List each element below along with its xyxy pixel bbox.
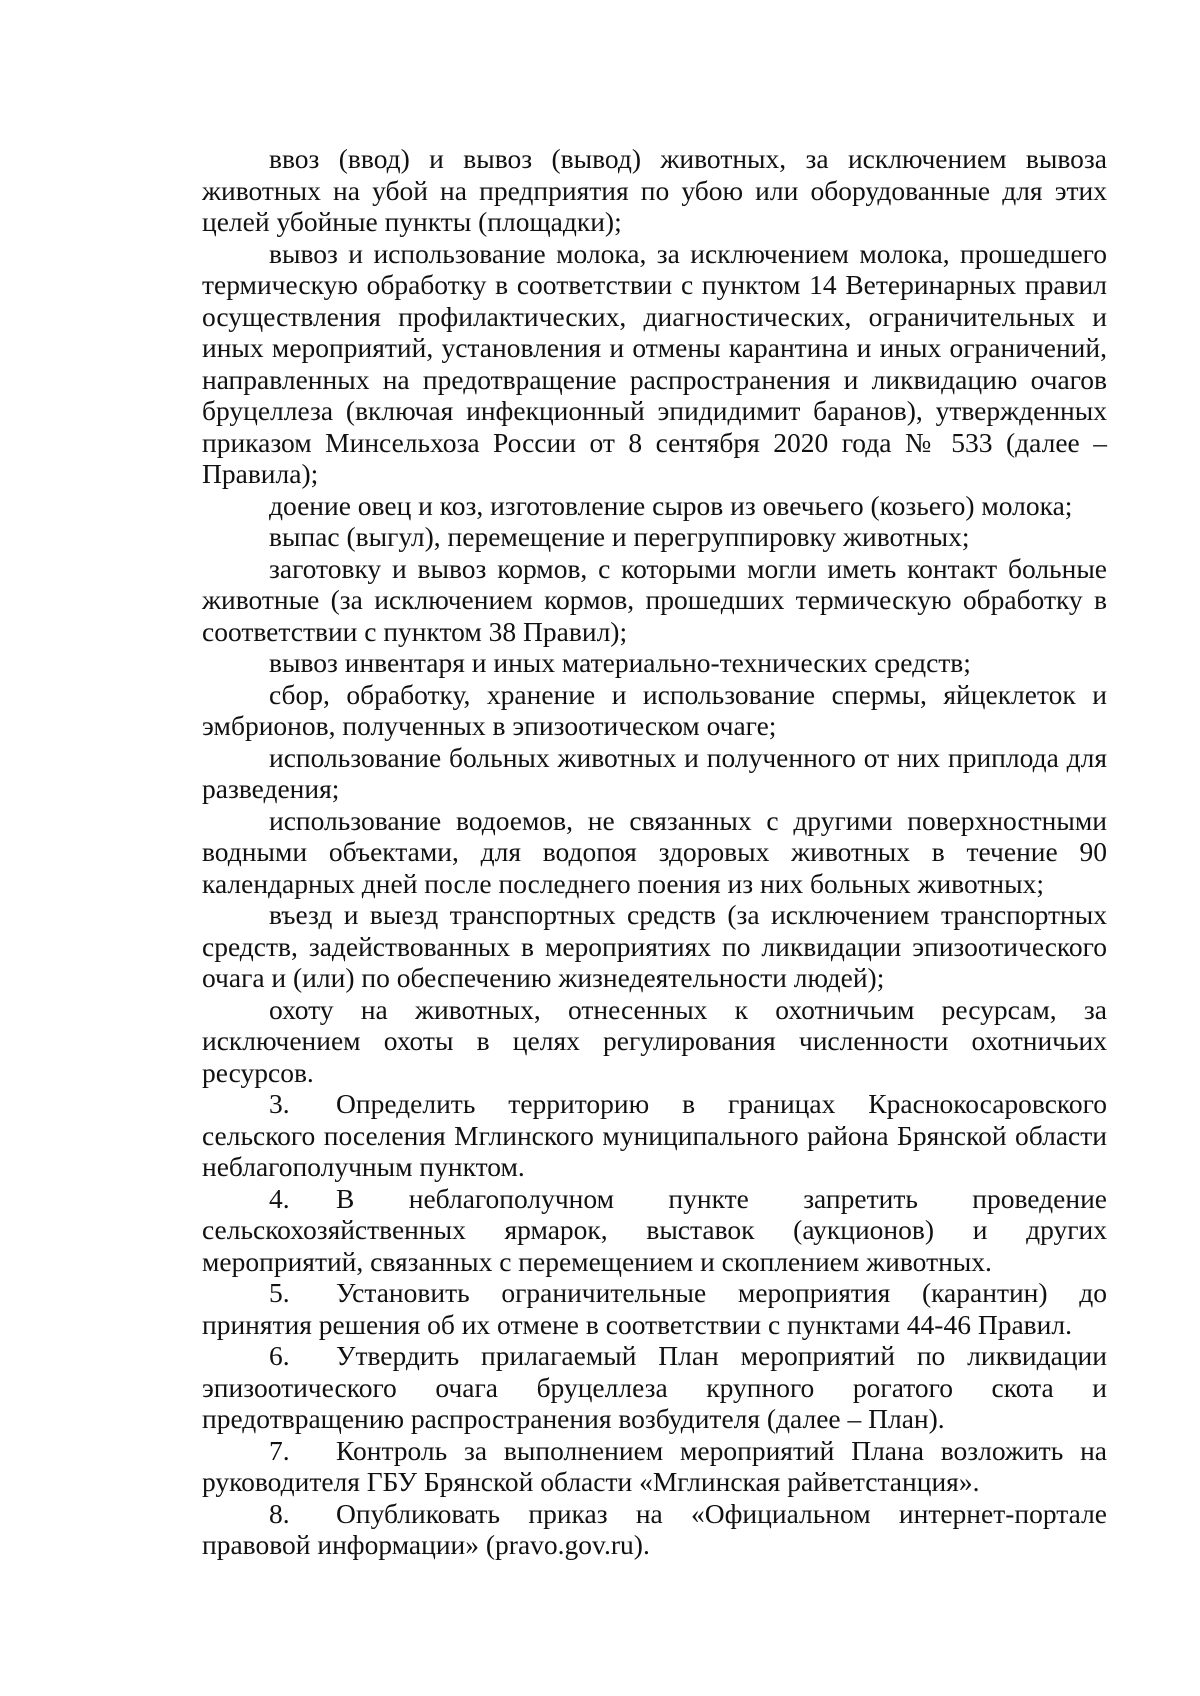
item-number: 7. bbox=[269, 1434, 290, 1466]
item-text: Опубликовать приказ на «Официальном интернет-портале правовой информации» (pravo.gov.ru). bbox=[202, 1497, 1107, 1560]
numbered-item bbox=[202, 1435, 1107, 1498]
paragraph: использование водоемов, не связанных с другими поверхностными водными объектами, для водопоя здоровых животных в течение 90 календарных дней после последнего поения из них больных животных; bbox=[202, 804, 1107, 899]
item-text: Определить территорию в границах Краснокосаровского сельского поселения Мглинского муниципального района Брянской области неблагополучным пунктом. bbox=[202, 1088, 1107, 1182]
numbered-item bbox=[202, 1088, 1107, 1183]
paragraph: выпас (выгул), перемещение и перегруппировку животных; bbox=[269, 521, 970, 552]
item-number: 5. bbox=[269, 1277, 290, 1308]
numbered-item bbox=[202, 1183, 1107, 1278]
numbered-item bbox=[202, 1277, 1107, 1340]
paragraph: охоту на животных, отнесенных к охотничьим ресурсам, за исключением охоты в целях регулирования численности охотничьих ресурсов. bbox=[202, 993, 1107, 1088]
item-number: 4. bbox=[269, 1182, 290, 1214]
paragraph: вывоз и использование молока, за исключением молока, прошедшего термическую обработку в соответствии с пунктом 14 Ветеринарных правил осуществления профилактических, диагностических, ограничительных и иных мероприятий, установления и отмены карантина и иных ограничений, направленных на предотвращение распространения и ликвидацию очагов бруцеллеза (включая инфекционный эпидидимит баранов), утвержденных приказом Минсельхоза России от 8 сентября 2020 года № 533 (далее – Правила); bbox=[202, 237, 1107, 489]
paragraph: въезд и выезд транспортных средств (за исключением транспортных средств, задействованных в мероприятиях по ликвидации эпизоотического очага и (или) по обеспечению жизнедеятельности людей); bbox=[202, 899, 1107, 993]
paragraph: ввоз (ввод) и вывоз (вывод) животных, за исключением вывоза животных на убой на предприятия по убою или оборудованные для этих целей убойные пункты (площадки); bbox=[202, 143, 1107, 237]
paragraph: заготовку и вывоз кормов, с которыми могли иметь контакт больные животные (за исключением кормов, прошедших термическую обработку в соответствии с пунктом 38 Правил); bbox=[202, 552, 1107, 647]
item-number: 6. bbox=[269, 1340, 290, 1371]
item-number: 8. bbox=[269, 1497, 290, 1529]
item-text: В неблагополучном пункте запретить проведение сельскохозяйственных ярмарок, выставок (аукционов) и других мероприятий, связанных с перемещением и скоплением животных. bbox=[202, 1182, 1107, 1277]
paragraph: использование больных животных и полученного от них приплода для разведения; bbox=[202, 741, 1107, 804]
item-number: 3. bbox=[269, 1088, 290, 1119]
item-text: Контроль за выполнением мероприятий Плана возложить на руководителя ГБУ Брянской области «Мглинская райветстанция». bbox=[202, 1434, 1107, 1497]
paragraph: сбор, обработку, хранение и использование спермы, яйцеклеток и эмбрионов, полученных в эпизоотическом очаге; bbox=[202, 678, 1107, 741]
document-body bbox=[202, 143, 1107, 1561]
numbered-item bbox=[202, 1498, 1107, 1561]
paragraph: вывоз инвентаря и иных материально-технических средств; bbox=[269, 647, 971, 678]
item-text: Установить ограничительные мероприятия (карантин) до принятия решения об их отмене в соответствии с пунктами 44-46 Правил. bbox=[202, 1277, 1107, 1340]
numbered-item bbox=[202, 1340, 1107, 1435]
paragraph: доение овец и коз, изготовление сыров из овечьего (козьего) молока; bbox=[269, 489, 1073, 521]
item-text: Утвердить прилагаемый План мероприятий по ликвидации эпизоотического очага бруцеллеза крупного рогатого скота и предотвращению распространения возбудителя (далее – План). bbox=[202, 1340, 1107, 1434]
